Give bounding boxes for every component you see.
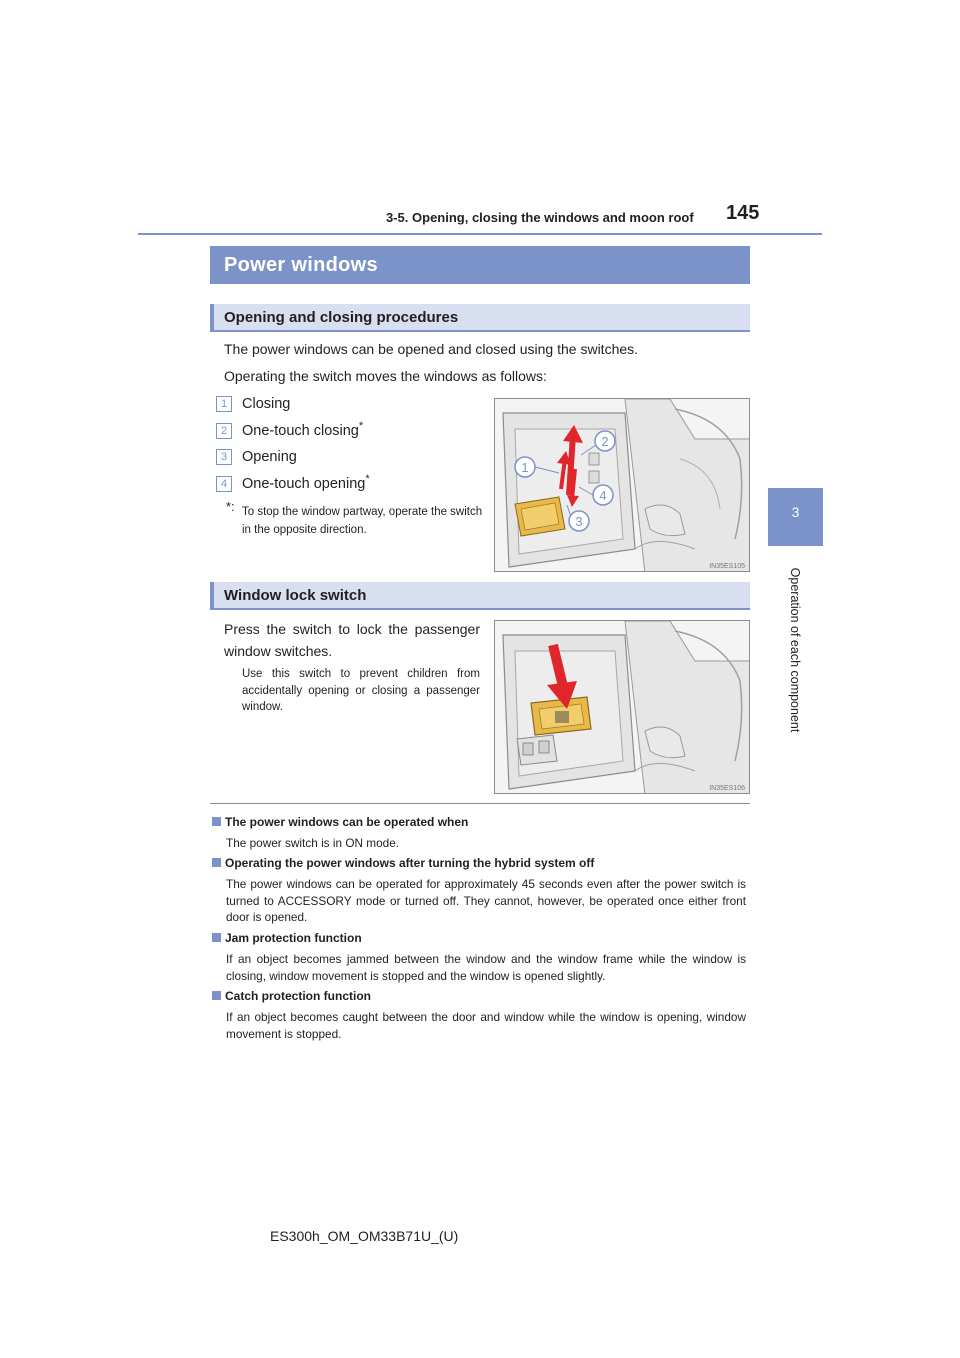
figure-callout: 3 [575,514,583,529]
page-title: Power windows [224,254,378,276]
chapter-number: 3 [791,504,800,520]
note-heading [212,931,362,945]
note-heading-text: The power windows can be operated when [225,815,469,829]
opening-intro-1: The power windows can be opened and closed using the switches. [224,341,639,357]
window-switch-illustration [494,398,750,572]
asterisk-mark: * [365,473,370,485]
list-item-label: One-touch opening [242,476,366,492]
square-bullet-icon [212,858,221,867]
window-lock-illustration [494,620,750,794]
opening-intro-2: Operating the switch moves the windows as follows: [224,368,547,384]
figure-callout: 4 [599,488,607,503]
opening-heading: Opening and closing procedures [224,309,459,326]
chapter-label: Operation of each component [788,567,802,733]
square-bullet-icon [212,991,221,1000]
list-item [242,420,364,439]
lock-text: Press the switch to lock the passenger window switches. [224,621,480,659]
title-bar [210,246,750,284]
footnote-mark: *: [226,499,235,514]
list-number: 3 [216,449,232,465]
lock-heading-bar [210,582,750,610]
square-bullet-icon [212,817,221,826]
lock-heading: Window lock switch [224,587,367,604]
document-code: ES300h_OM_OM33B71U_(U) [270,1228,459,1244]
figure-code: IN35ES106 [709,785,745,792]
header-rule [138,233,822,235]
note-body: If an object becomes jammed between the window and the window frame while the window is closing, window movement is stopped and the window is opened slightly. [226,952,746,983]
opening-heading-bar [210,304,750,332]
figure-callout: 2 [601,434,609,449]
note-body: The power windows can be operated for approximately 45 seconds even after the power switch is turned to ACCESSORY mode or turned off. They cannot, however, be operated once either front door is opened. [226,877,746,924]
list-number: 2 [216,423,232,439]
lock-note: Use this switch to prevent children from accidentally opening or closing a passenger window. [242,668,480,713]
footnote: To stop the window partway, operate the switch in the opposite direction. [242,506,483,536]
page-number: 145 [726,202,760,224]
list-item [242,396,290,412]
note-heading-text: Operating the power windows after turning the hybrid system off [225,856,595,870]
asterisk-mark: * [358,420,364,432]
note-body: The power switch is in ON mode. [226,836,400,850]
note-heading [212,815,468,829]
note-heading [212,989,371,1003]
list-item [242,449,297,465]
list-number: 4 [216,476,232,492]
list-item-label: Closing [242,396,291,412]
list-number: 1 [216,396,232,412]
list-item [242,473,370,492]
note-heading-text: Catch protection function [225,989,371,1003]
note-body: If an object becomes caught between the door and window while the window is opening, window movement is stopped. [226,1010,746,1041]
note-heading-text: Jam protection function [225,931,362,945]
figure-code: IN35ES105 [709,563,745,570]
list-item-label: Opening [242,449,297,465]
list-item-label: One-touch closing [242,423,359,439]
section-title: 3-5. Opening, closing the windows and moon roof [386,210,694,225]
square-bullet-icon [212,933,221,942]
figure-callout: 1 [521,460,529,475]
notes-separator [210,803,750,804]
note-heading [212,856,594,870]
